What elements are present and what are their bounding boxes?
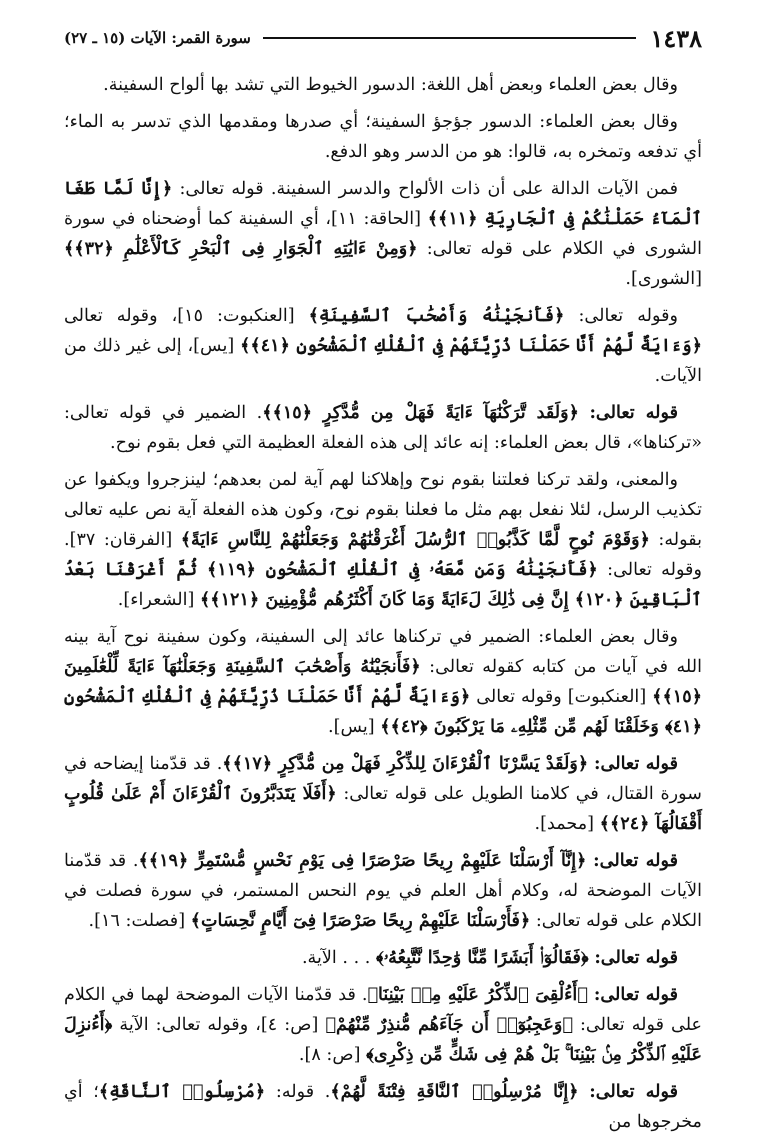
text-segment: [يس]، إلى غير ذلك من الآيات.	[64, 336, 702, 386]
paragraph	[64, 398, 702, 458]
quran-quote: ﴿فَقَالُوٓا۟ أَبَشَرًا مِّنَّا وَٰحِدًا نَّتَّبِعُهُۥ﴾	[375, 947, 589, 968]
section-label: قوله تعالى:	[594, 947, 678, 968]
text-segment: [فصلت: ١٦].	[88, 911, 186, 931]
paragraph	[64, 943, 702, 973]
page-body	[64, 70, 702, 1137]
quran-quote: ﴿إِنَّآ أَرْسَلْنَا عَلَيْهِمْ رِيحًا صَرْصَرًا فِى يَوْمِ نَحْسٍ مُّسْتَمِرٍّ ﴿١٩﴾﴾	[138, 850, 587, 871]
text-segment: [ص: ٨].	[298, 1045, 361, 1065]
paragraph	[64, 622, 702, 742]
quran-quote: ﴿فَأَنجَيْنَٰهُ وَأَصْحَٰبَ ٱلسَّفِينَةِ وَجَعَلْنَٰهَآ ءَايَةً لِّلْعَٰلَمِينَ ﴿١٥﴾﴾	[64, 656, 702, 707]
section-label: قوله تعالى:	[593, 984, 678, 1005]
text-segment: وقال بعض العلماء: الدسور جؤجؤ السفينة؛ أي صدرها ومقدمها الذي تدسر به الماء؛ أي تدفعه وتمخره به، قالوا: هو من الدسر وهو الدفع.	[64, 112, 702, 162]
text-segment: . الضمير في قوله تعالى: «تركناها»، قال بعض العلماء: إنه عائد إلى هذه الفعلة العظيمة التي فعل بقوم نوح.	[64, 403, 702, 453]
text-segment: [العنكبوت] وقوله تعالى	[476, 687, 647, 707]
quran-quote: ﴿فَأَنجَيْنَٰهُ وَأَصْحَٰبَ ٱلسَّفِينَةِ﴾	[308, 305, 565, 326]
section-label: قوله تعالى:	[589, 1081, 678, 1102]
paragraph	[64, 465, 702, 615]
section-label: قوله تعالى:	[589, 402, 678, 423]
paragraph	[64, 70, 702, 100]
text-segment: [يس].	[328, 717, 375, 737]
page-header	[64, 22, 702, 54]
text-segment: [الفرقان: ٣٧]. وقوله تعالى:	[64, 530, 702, 580]
quran-quote: ﴿أَفَلَا يَتَدَبَّرُونَ ٱلْقُرْءَانَ أَمْ عَلَىٰ قُلُوبٍ أَقْفَالُهَآ ﴿٢٤﴾﴾	[64, 783, 702, 834]
text-segment: . قد قدّمنا إيضاحه في سورة القتال، في كلامنا الطويل على قوله تعالى:	[64, 754, 702, 804]
text-segment: والمعنى، ولقد تركنا فعلتنا بقوم نوح وإهلاكنا لهم آية لمن بعدهم؛ لينزجروا ويكفوا عن تكذيب الرسل، لئلا نفعل بهم مثل ما فعلنا بقوم نوح، وكون هذه الفعلة آية نص عليه تعالى بقوله:	[64, 470, 703, 550]
quran-quote: ﴿أَءُلْقِىَ ٱلذِّكْرُ عَلَيْهِ مِنۢ بَيْنِنَا﴾	[367, 984, 588, 1005]
paragraph	[64, 1077, 702, 1137]
section-label: قوله تعالى:	[593, 850, 678, 871]
page-number: ١٤٣٨	[650, 23, 702, 53]
quran-quote: ﴿فَأَرْسَلْنَا عَلَيْهِمْ رِيحًا صَرْصَرًا فِىٓ أَيَّامٍ نَّحِسَاتٍ﴾	[190, 910, 531, 931]
paragraph	[64, 301, 702, 391]
text-segment: وقال بعض العلماء وبعض أهل اللغة: الدسور الخيوط التي تشد بها ألواح السفينة.	[103, 75, 678, 95]
text-segment: [الشورى].	[625, 269, 702, 289]
quran-quote: ﴿وَعَجِبُوٓا۟ أَن جَآءَهُم مُّنذِرٌ مِّنْهُمْ﴾	[325, 1014, 573, 1035]
paragraph	[64, 174, 702, 294]
quran-quote: ﴿أَءُنزِلَ عَلَيْهِ ٱلذِّكْرُ مِنۢ بَيْنِنَا ۚ بَلْ هُمْ فِى شَكٍّ مِّن ذِكْرِى﴾	[64, 1014, 702, 1065]
quran-quote: ﴿وَلَقَدْ يَسَّرْنَا ٱلْقُرْءَانَ لِلذِّكْرِ فَهَلْ مِن مُّدَّكِرٍ ﴿١٧﴾﴾	[222, 753, 589, 774]
text-segment: . قد قدّمنا الآيات الموضحة له، وكلام أهل العلم في يوم النحس المستمر، في سورة فصلت في الكلام على قوله تعالى:	[64, 851, 702, 931]
quran-quote: ﴿وَمِنْ ءَايَٰتِهِ ٱلْجَوَارِ فِى ٱلْبَحْرِ كَٱلْأَعْلَٰمِ ﴿٣٢﴾﴾	[64, 238, 418, 259]
text-segment: [العنكبوت: ١٥]، وقوله تعالى	[64, 306, 295, 326]
text-segment: [ص: ٤]، وقوله تعالى: الآية	[119, 1015, 319, 1035]
quran-quote: ﴿وَقَوْمَ نُوحٍ لَّمَّا كَذَّبُوا۟ ٱلرُّسُلَ أَغْرَقْنَٰهُمْ وَجَعَلْنَٰهُمْ لِلنَّاسِ ءَايَةً﴾	[180, 529, 650, 550]
paragraph	[64, 749, 702, 839]
running-title: سورة القمر: الآيات (١٥ ـ ٢٧)	[64, 29, 251, 47]
quran-quote: ﴿إِنَّا مُرْسِلُوا۟ ٱلنَّاقَةِ فِتْنَةً لَّهُمْ﴾	[330, 1081, 579, 1102]
paragraph	[64, 980, 702, 1070]
text-segment: ؛ أي مخرجوها من	[64, 1082, 702, 1132]
paragraph	[64, 107, 702, 167]
quran-quote: ﴿فَأَنجَيْنَٰهُ وَمَن مَّعَهُۥ فِى ٱلْفُلْكِ ٱلْمَشْحُونِ ﴿١١٩﴾ ثُمَّ أَغْرَقْنَا بَعْدُ ٱلْبَاقِينَ ﴿١٢٠﴾ إِنَّ فِى ذَٰلِكَ لَءَايَةً وَمَا كَانَ أَكْثَرُهُم مُّؤْمِنِينَ ﴿١٢١﴾﴾	[64, 559, 702, 610]
quran-quote: ﴿وَءَايَةٌ لَّهُمْ أَنَّا حَمَلْنَا ذُرِّيَّتَهُمْ فِى ٱلْفُلْكِ ٱلْمَشْحُونِ ﴿٤١﴾﴾	[240, 335, 703, 356]
paragraph	[64, 846, 702, 936]
text-segment: . قد قدّمنا الآيات الموضحة لهما في الكلام على قوله تعالى:	[64, 985, 703, 1035]
text-segment: [محمد].	[534, 814, 595, 834]
text-segment: [الحاقة: ١١]، أي السفينة كما أوضحناه في سورة الشورى في الكلام على قوله تعالى:	[64, 209, 703, 259]
text-segment: وقوله تعالى:	[578, 306, 678, 326]
quran-quote: ﴿إِنَّا لَمَّا طَغَا ٱلْمَآءُ حَمَلْنَٰكُمْ فِى ٱلْجَارِيَةِ ﴿١١﴾﴾	[64, 178, 703, 229]
text-segment: [الشعراء].	[117, 590, 195, 610]
text-segment: . قوله:	[275, 1082, 331, 1102]
section-label: قوله تعالى:	[594, 753, 679, 774]
quran-quote: ﴿وَلَقَد تَّرَكْنَٰهَآ ءَايَةً فَهَلْ مِن مُّدَّكِرٍ ﴿١٥﴾﴾	[262, 402, 579, 423]
quran-quote: ﴿وَءَايَةٌ لَّهُمْ أَنَّا حَمَلْنَا ذُرِّيَّتَهُمْ فِى ٱلْفُلْكِ ٱلْمَشْحُونِ ﴿٤١﴾ وَخَلَقْنَا لَهُم مِّن مِّثْلِهِۦ مَا يَرْكَبُونَ ﴿٤٢﴾﴾	[64, 686, 702, 737]
text-segment: وقال بعض العلماء: الضمير في تركناها عائد إلى السفينة، وكون سفينة نوح آية بينه الله في آيات من كتابه كقوله تعالى:	[64, 627, 702, 677]
quran-quote: ﴿مُرْسِلُوا۟ ٱلنَّاقَةِ﴾	[98, 1081, 266, 1102]
header-rule	[263, 37, 637, 39]
text-segment: فمن الآيات الدالة على أن ذات الألواح والدسر السفينة. قوله تعالى:	[179, 179, 679, 199]
text-segment: . . . الآية.	[301, 948, 371, 968]
